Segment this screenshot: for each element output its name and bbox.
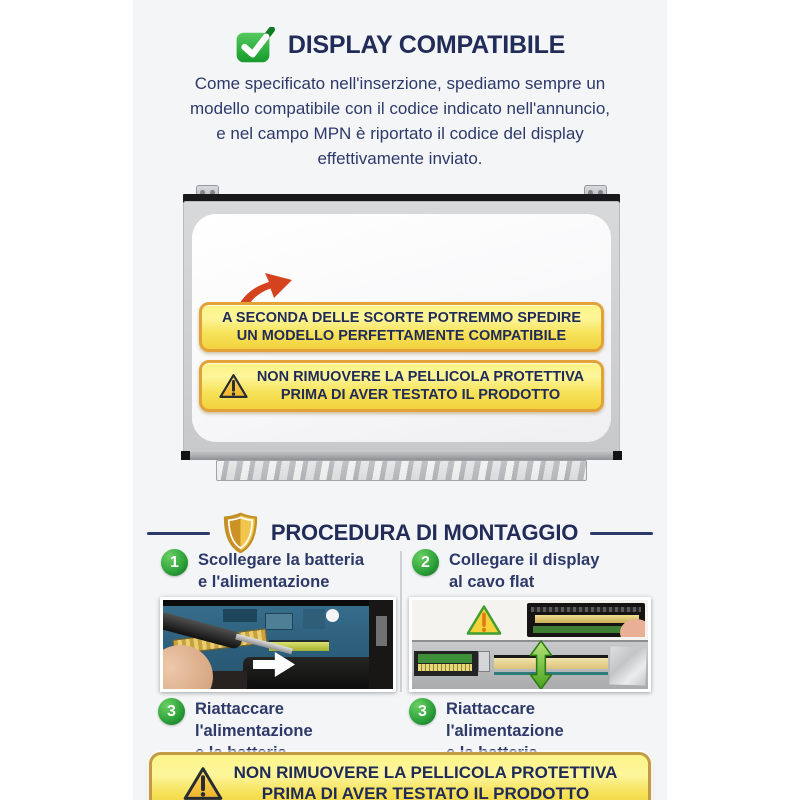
content-column — [133, 0, 667, 800]
panel-foil-strip — [216, 460, 587, 481]
step-text-line: Riattaccare l'alimentazione — [446, 700, 564, 740]
step-1-text — [198, 549, 364, 593]
panel-bottom-tip-right — [613, 451, 622, 460]
banner-text-line: PRIMA DI AVER TESTATO IL PRODOTTO — [261, 784, 590, 800]
banner-text-line: NON RIMUOVERE LA PELLICOLA PROTETTIVA — [233, 763, 618, 782]
connector-closeup-inset — [527, 603, 645, 637]
step-1 — [161, 549, 387, 593]
step-text-line: Scollegare la batteria — [198, 551, 364, 569]
photo-detail — [478, 651, 490, 672]
header — [133, 27, 667, 64]
photo-detail — [376, 616, 387, 646]
check-badge-icon — [235, 27, 275, 64]
assembly-section-title: PROCEDURA DI MONTAGGIO — [270, 520, 579, 545]
stock-warning-line: UN MODELLO PERFETTAMENTE COMPATIBILE — [236, 328, 567, 344]
intro-line: e nel campo MPN è riportato il codice del display — [216, 124, 584, 143]
column-divider — [400, 551, 402, 692]
panel-bottom-rail — [183, 453, 620, 460]
panel-bottom-tip-left — [181, 451, 190, 460]
intro-line: Come specificato nell'inserzione, spediamo sempre un — [194, 74, 606, 93]
step-number-badge: 3 — [409, 698, 436, 725]
step-text-line: Collegare il display — [449, 551, 600, 569]
step-2-text — [449, 549, 599, 593]
battery-disconnect-photo — [160, 597, 396, 692]
photo-detail — [163, 600, 393, 606]
photo-detail — [265, 613, 293, 630]
photo-detail — [412, 600, 648, 640]
stock-warning-label — [199, 302, 604, 352]
intro-line: effettivamente inviato. — [317, 149, 483, 168]
photo-detail — [531, 607, 641, 612]
shield-icon — [222, 512, 259, 554]
display-connector-photo — [409, 597, 651, 692]
warning-triangle-icon — [183, 766, 223, 800]
step-2 — [412, 549, 638, 593]
green-double-arrow-icon — [528, 640, 554, 690]
stock-warning-line: A SECONDA DELLE SCORTE POTREMMO SPEDIRE — [221, 310, 582, 326]
photo-detail — [535, 615, 639, 623]
film-warning-line: PRIMA DI AVER TESTATO IL PRODOTTO — [280, 387, 561, 403]
step-number-badge: 3 — [158, 698, 185, 725]
stock-warning-text — [222, 309, 581, 345]
page-title: DISPLAY COMPATIBILE — [287, 31, 566, 59]
warning-triangle-icon — [466, 604, 502, 636]
step-number-badge: 2 — [412, 549, 439, 576]
film-warning-label — [199, 360, 604, 412]
photo-detail — [609, 646, 646, 685]
photo-detail — [223, 609, 257, 622]
step-text-line: al cavo flat — [449, 573, 535, 591]
laptop-panel-illustration — [183, 185, 620, 481]
step-text-line: Riattaccare l'alimentazione — [195, 700, 313, 740]
photo-detail — [418, 664, 472, 671]
photo-detail — [418, 654, 472, 663]
step-number-badge: 1 — [161, 549, 188, 576]
film-warning-banner — [149, 752, 651, 800]
header-rule-left — [147, 532, 210, 535]
warning-triangle-icon — [219, 373, 248, 399]
film-warning-text — [257, 368, 584, 404]
photo-detail — [303, 609, 325, 629]
banner-text — [234, 762, 618, 800]
intro-line: modello compatibile con il codice indicato nell'annuncio, — [190, 99, 610, 118]
step-text-line: e l'alimentazione — [198, 573, 330, 591]
photo-detail — [326, 609, 339, 622]
display-bottom-edge — [412, 640, 648, 689]
header-rule-right — [590, 532, 653, 535]
intro-paragraph — [133, 71, 667, 171]
film-warning-line: NON RIMUOVERE LA PELLICOLA PROTETTIVA — [256, 369, 585, 385]
